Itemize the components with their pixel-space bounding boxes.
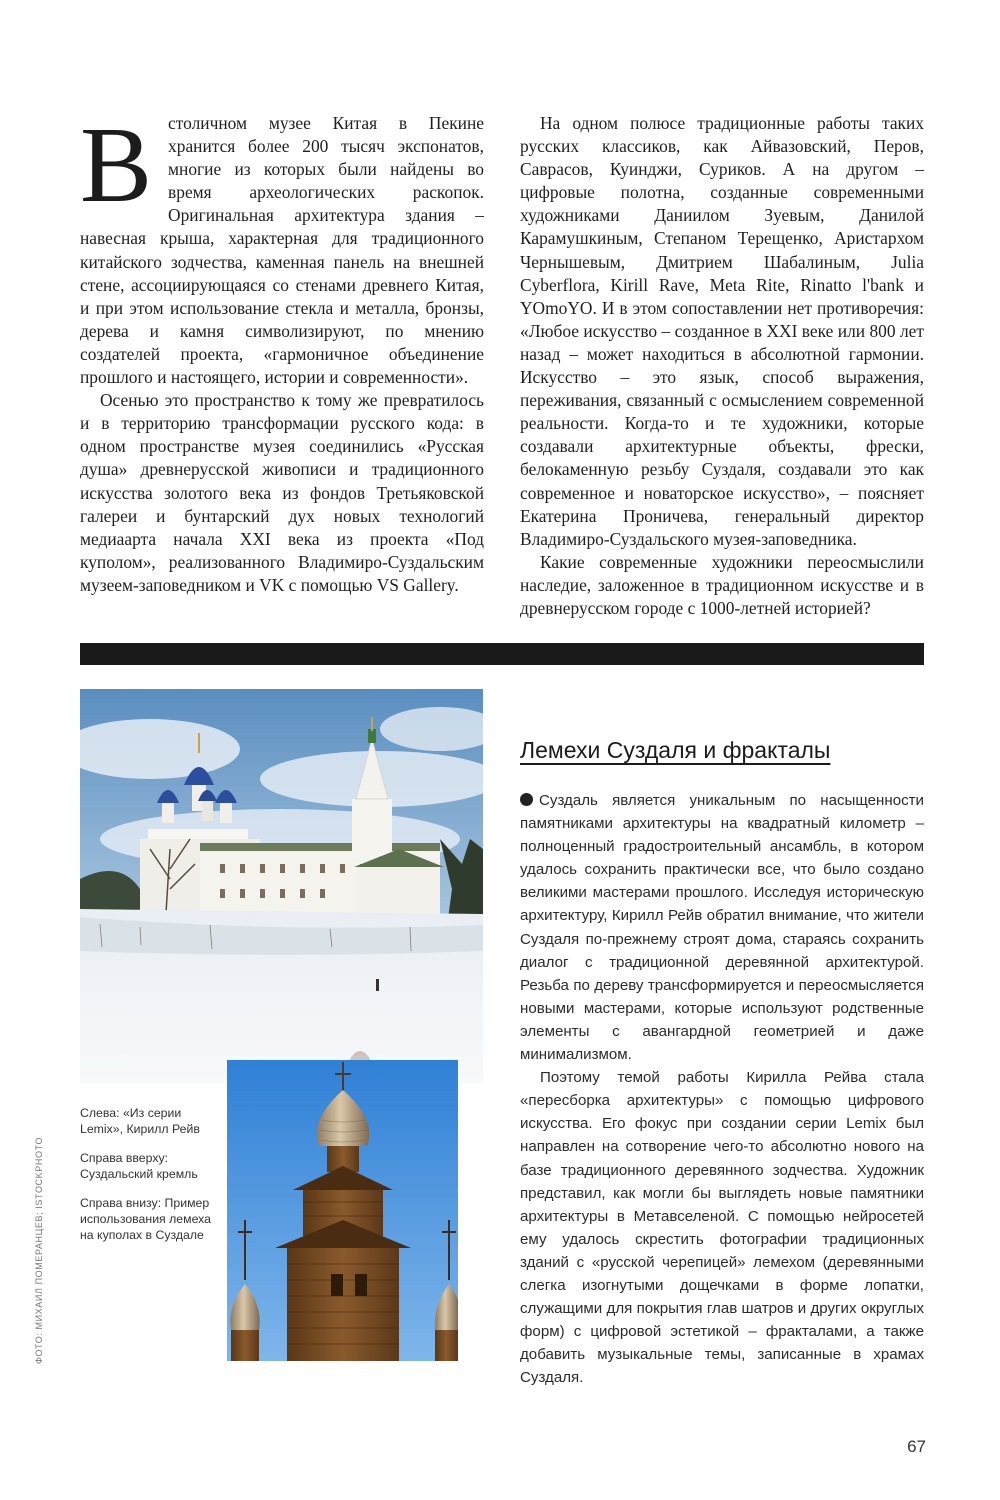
photo-captions: [80, 1106, 220, 1257]
bullet-icon: [520, 793, 533, 806]
caption-bottom-right: Справа внизу: Пример использования лемеха на куполах в Суздале: [80, 1196, 212, 1242]
caption-left: Слева: «Из серии Lemix», Кирилл Рейв: [80, 1106, 200, 1136]
section-body: [520, 789, 924, 1389]
section-paragraph: Поэтому темой работы Кирилла Рейва стала «пересборка архитектуры» с помощью цифрового искусства. Его фокус при создании серии Lemix был направлен на сотворение чего-то абсолютно нового на базе традиционного деревянного зодчества. Художник представил, как могли бы выглядеть новые памятники архитектуры в Метавселеной. С помощью нейросетей ему удалось скрестить фотографии традиционных зданий с «русской черепицей» лемехом (деревянными слегка изогнутыми дощечками в форме лопатки, служащими для покрытия глав шатров и других округлых форм) с цифровой эстетикой – фракталами, а также добавить музыкальные темы, записанные в храмах Суздаля.: [520, 1069, 924, 1387]
section-divider-bar: [80, 643, 924, 665]
caption-top-right: Справа вверху: Суздальский кремль: [80, 1151, 198, 1181]
article-paragraph: На одном полюсе традиционные работы таких русских классиков, как Айвазовский, Перов, Саврасов, Куинджи, Суриков. А на другом – цифровые полотна, созданные современными художниками Даниилом Зуевым, Данилой Карамушкиным, Степаном Терещенко, Аристархом Чернышевым, Дмитрием Шабалиным, Julia Cyberflora, Kirill Rave, Meta Rite, Rinatto l'bank и YOmoYO. И в этом сопоставлении нет противоречия: «Любое искусство – созданное в XXI веке или 800 лет назад – может находиться в абсолютной гармонии. Искусство – это язык, способ выражения, переживания, связанный с осмыслением современной реальности. Когда-то и те художники, которые создавали архитектурные объекты, фрески, белокаменную резьбу Суздаля, создавали это как современное и новаторское искусство», – поясняет Екатерина Проничева, генеральный директор Владимиро-Суздальского музея-заповедника.: [520, 113, 924, 549]
article-right-column: [520, 112, 924, 620]
drop-cap: В: [80, 106, 153, 225]
section-paragraph: [520, 789, 924, 1066]
article-paragraph-text: столичном музее Китая в Пекине хранится более 200 тысяч экспонатов, многие из которых были найдены во время археологических раскопок. Оригинальная архитектура здания – навесная крыша, характерная для традиционного китайского зодчества, каменная панель на внешней стене, ассоциирующаяся со стенами древнего Китая, и при этом использование стекла и металла, бронзы, дерева и камня символизируют, по мнению создателей проекта, «гармоничное объединение прошлого и настоящего, истории и современности».: [80, 113, 484, 388]
article-left-column: [80, 106, 484, 597]
page-number: 67: [907, 1437, 926, 1456]
photo-credit: ФОТО: МИХАИЛ ПОМЕРАНЦЕВ; ISTOCKPHOTO: [34, 1136, 44, 1364]
article-paragraph: Осенью это пространство к тому же превратилось и в территорию трансформации русского кода: в одном пространстве музея соединились «Русская душа» древнерусской живописи и традиционного искусства золотого века из фондов Третьяковской галереи и бунтарский дух новых технологий медиаарта начала XXI века из проекта «Под куполом», реализованного Владимиро-Суздальским музеем-заповедником и VK с помощью VS Gallery.: [80, 390, 484, 595]
suzdal-kremlin-photo: [80, 689, 483, 1083]
wooden-church-photo: [227, 1060, 458, 1361]
article-paragraph: [80, 106, 484, 389]
section-paragraph-text: Суздаль является уникальным по насыщенности памятниками архитектуры на квадратный километр – полноценный градостроительный ансамбль, в котором удалось сохранить практически все, что было создано великими мастерами прошлого. Исследуя историческую архитектуру, Кирилл Рейв обратил внимание, что жители Суздаля по-прежнему строят дома, стараясь сохранить диалог с традиционной деревянной архитектурой. Резьба по дереву трансформируется и переосмысляется новыми мастерами, которые используют родственные элементы с авангардной геометрией и даже минимализмом.: [520, 792, 924, 1064]
article-paragraph: Какие современные художники переосмыслили наследие, заложенное в традиционном искусстве и в древнерусском городе с 1000-летней историей?: [520, 551, 924, 618]
section-heading: Лемехи Суздаля и фракталы: [520, 737, 831, 763]
